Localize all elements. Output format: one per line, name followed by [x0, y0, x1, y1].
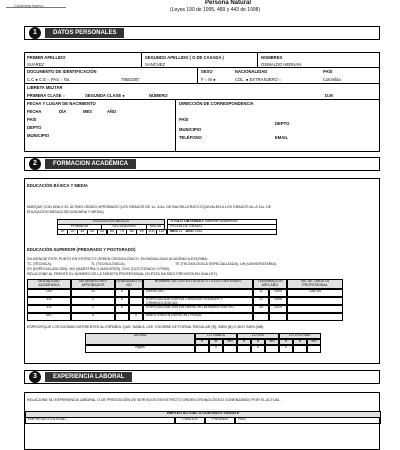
level-cell[interactable]	[223, 345, 237, 353]
sup-cell-si[interactable]: X	[115, 305, 129, 313]
direccion-label: DIRECCIÓN DE CORRESPONDENCIA	[179, 101, 254, 106]
sup-cell-semestres[interactable]: 2	[71, 305, 115, 313]
sup-cell-semestres[interactable]: 4	[71, 313, 115, 321]
level-header: B	[293, 339, 307, 345]
nacionalidad-label: NACIONALIDAD	[235, 69, 268, 74]
level-header: MB	[265, 339, 279, 345]
municipio-nac-label: MUNICIPIO	[27, 133, 50, 138]
dia-label: DÍA	[59, 109, 67, 114]
level-header: B	[209, 339, 223, 345]
doc-label: DOCUMENTO DE IDENTIFICACIÓN	[27, 69, 97, 74]
sup-cell-no[interactable]	[129, 297, 143, 305]
section-title: EXPERIENCIA LABORAL	[45, 372, 132, 382]
edu-superior-instr-1: DILIGENCIE ESTE PUNTO EN ESTRICTO ORDEN CRONOLÓGICO, EN MODALIDAD ACADÉMICA ESCRIBA:	[27, 257, 208, 261]
sup-cell-nombre[interactable]: ESPECIALIZACIÓN EN CIENCIAS PENALES Y CRIMINOLÓGICAS	[143, 297, 253, 305]
code-te: TE (TECNOLÓGICA ESPECIALIZADA), UN (UNIVERSITARIA),	[175, 262, 277, 266]
sup-cell-modalidad[interactable]: ES	[27, 305, 71, 313]
sup-cell-semestres[interactable]: 2	[71, 297, 115, 305]
experiencia-box	[24, 392, 380, 450]
privada-label: PRIVADA	[205, 417, 235, 424]
level-cell[interactable]	[265, 345, 279, 353]
segundo-apellido-field[interactable]: SANCHEZ	[145, 62, 166, 67]
pais-label: PAÍS	[323, 69, 333, 74]
fecha-grado-label: FECHA DE GRADO	[167, 224, 277, 230]
level-cell[interactable]	[293, 345, 307, 353]
logo-text: Colombia Nuevo	[14, 3, 44, 8]
depto-nac-label: DEPTO	[27, 125, 42, 130]
level-cell[interactable]	[195, 345, 209, 353]
libreta-label: LIBRETA MILITAR	[27, 85, 63, 90]
sup-cell-tarjeta[interactable]: 136759	[287, 289, 343, 297]
empresa-label: EMPRESA O ENTIDAD	[25, 417, 175, 424]
habla-header: LO HABLA	[195, 333, 237, 339]
idioma-cell[interactable]: Inglés	[85, 345, 195, 353]
section-title: DATOS PERSONALES	[45, 28, 124, 38]
form-subtitle: (Leyes 190 de 1995, 489 y 443 de 1998)	[170, 7, 261, 13]
sup-cell-mes[interactable]: 11	[253, 289, 269, 297]
libreta-dm-label: D.M	[325, 93, 333, 98]
nombres-label: NOMBRES	[261, 55, 283, 60]
level-cell[interactable]	[307, 345, 321, 353]
sup-cell-ano[interactable]: 2008	[269, 297, 287, 305]
sup-col-header: TERMINACIÓN MES AÑO	[253, 279, 287, 289]
grade-cell[interactable]: 5o	[97, 229, 108, 235]
fecha-ano-label: AÑO	[185, 229, 194, 233]
sup-cell-mes[interactable]: 05	[253, 305, 269, 313]
edu-basica-instr-1: MARQUE CON UNA X EL ÚLTIMO GRADO APROBADO (LOS GRADOS DE 1o. A 6o. DE BACHILLERATO EQUIVALEN A LOS GRADOS 6o. A 11o. DE	[27, 205, 272, 209]
sup-cell-si[interactable]	[115, 313, 129, 321]
dir-email-label: EMAIL	[275, 135, 289, 140]
sup-cell-ano[interactable]: 2005	[269, 289, 287, 297]
secundaria-header: SECUNDARIA	[101, 224, 147, 230]
fecha-mes-field[interactable]: 11	[178, 229, 183, 233]
sup-cell-ano[interactable]	[269, 313, 287, 321]
grade-cell[interactable]: 4o	[87, 229, 98, 235]
libreta-segunda-radio[interactable]: SEGUNDA CLASE ●	[85, 93, 125, 98]
sup-cell-si[interactable]: X	[115, 289, 129, 297]
datos-personales-box	[24, 52, 380, 152]
ano-label: AÑO	[107, 109, 117, 114]
sup-cell-nombre[interactable]: DERECHO	[143, 289, 253, 297]
section-number: 3	[29, 371, 41, 383]
section-experiencia	[24, 370, 380, 384]
sup-cell-nombre[interactable]: ESPECIALIZACIÓN EN DERECHO ADMINISTRATIVO	[143, 305, 253, 313]
edu-superior-heading: EDUCACIÓN SUPERIOR (PREGRADO Y POSTGRADO)	[27, 247, 136, 252]
sup-cell-modalidad[interactable]: UN	[27, 289, 71, 297]
fecha-mes-label: MES	[170, 229, 178, 233]
media-header: MEDIA	[146, 224, 165, 230]
code-es: ES (ESPECIALIZACIÓN), MG (MAESTRÍA O MAGISTER), DOC (DOCTORADO O PHD).	[27, 267, 171, 271]
sup-cell-no[interactable]	[129, 305, 143, 313]
level-header: B	[251, 339, 265, 345]
mes-label: MES	[83, 109, 93, 114]
grade-cell[interactable]: 10o	[146, 229, 157, 235]
lee-mark[interactable]: X	[251, 345, 265, 353]
edu-superior-instr-2: RELACIONE AL FRENTE EL NÚMERO DE LA TARJETA PROFESIONAL (SI ESTA HA SIDO PREVISTA EN UNA LEY).	[27, 272, 218, 276]
section-number: 2	[29, 158, 41, 170]
sup-cell-no[interactable]	[129, 289, 143, 297]
sup-cell-semestres[interactable]: 10	[71, 289, 115, 297]
grade-cell[interactable]: 1o	[57, 229, 68, 235]
logo	[6, 2, 66, 8]
level-header: MB	[223, 339, 237, 345]
section-title: FORMACION ACADÉMICA	[45, 159, 136, 169]
sup-cell-mes[interactable]	[253, 313, 269, 321]
fecha-label: FECHA	[27, 109, 42, 114]
edu-basica-instr-2: EDUCACIÓN BÁSICA SECUNDARIA Y MEDIA)	[27, 210, 104, 214]
idiomas-instr: ESPECIFIQUE LOS IDIOMAS DIFERENTES AL ESPAÑOL QUE: HABLA, LEE, ESCRIBE DE FORMA, REGULAR (R), BIEN (B) O MUY BIEN (MB)	[27, 325, 264, 329]
sup-col-header: GRADUADO SI NO	[115, 279, 143, 289]
escribe-mark[interactable]: X	[279, 345, 293, 353]
sup-cell-no[interactable]: X	[129, 313, 143, 321]
empleo-actual-header: EMPLEO ACTUAL O CONTRATO VIGENTE	[25, 411, 381, 418]
sup-cell-ano[interactable]: 2010	[269, 305, 287, 313]
section-formacion	[24, 157, 380, 171]
exp-pais-label: PAÍS	[235, 417, 381, 424]
titulo-label: TITULO OBTENIDO:	[170, 219, 205, 223]
formacion-box	[24, 178, 380, 364]
escribe-header: LO ESCRIBE	[279, 333, 321, 339]
grade-cell[interactable]: 11o	[156, 229, 167, 235]
sup-cell-si[interactable]: X	[115, 297, 129, 305]
dir-municipio-label: MUNICIPIO	[179, 127, 202, 132]
level-cell[interactable]	[237, 345, 251, 353]
code-tl: TL (TECNOLÓGICA),	[91, 262, 126, 266]
libreta-numero-label: NÚMERO	[149, 93, 168, 98]
level-header: R	[237, 339, 251, 345]
primer-apellido-field[interactable]: SUAREZ	[27, 62, 44, 67]
sexo-label: SEXO	[201, 69, 213, 74]
grade-cell[interactable]: 3o	[77, 229, 88, 235]
doc-type-radios[interactable]: C.C ● C.E ○ PAS ○ No.	[27, 77, 71, 82]
sup-cell-modalidad[interactable]: MG	[27, 313, 71, 321]
sup-cell-nombre[interactable]: MAESTRÍA EN DERECHO PENAL	[143, 313, 253, 321]
doc-number-field[interactable]: 79503387	[121, 77, 140, 82]
dir-telefono-label: TELÉFONO	[179, 135, 202, 140]
sup-cell-tarjeta[interactable]	[287, 305, 343, 313]
segundo-apellido-label: SEGUNDO APELLIDO ( O DE CASADA )	[145, 55, 224, 60]
level-header: MB	[307, 339, 321, 345]
fecha-ano-field[interactable]: 1962	[194, 229, 203, 233]
idioma-header: IDIOMA	[85, 333, 195, 345]
level-header: R	[279, 339, 293, 345]
libreta-primera-radio[interactable]: PRIMERA CLASE ○	[27, 93, 66, 98]
sup-cell-tarjeta[interactable]	[287, 313, 343, 321]
code-tc: TC (TÉCNICA),	[27, 262, 52, 266]
level-header: R	[195, 339, 209, 345]
grade-cell[interactable]: 8o	[126, 229, 137, 235]
sexo-radios[interactable]: F ○ M ●	[201, 77, 216, 82]
edu-basica-heading: EDUCACIÓN BÁSICA Y MEDIA	[27, 183, 88, 188]
sup-col-header: NOMBRE DE LOS ESTUDIOS O TÍTULO OBTENIDO	[143, 279, 253, 289]
sup-col-header: MODALIDAD ACADÉMICA	[27, 279, 71, 289]
sup-col-header: No SEMESTRES APROBADOS	[71, 279, 115, 289]
pais-field[interactable]: Colombia	[323, 77, 341, 82]
primer-apellido-label: PRIMER APELLIDO	[27, 55, 66, 60]
nacionalidad-radios[interactable]: COL. ● EXTRANJERO ○	[235, 77, 282, 82]
sup-col-header: No. DE TARJETA PROFESIONAL	[287, 279, 343, 289]
grade-cell[interactable]: 6o	[107, 229, 118, 235]
grade-cell[interactable]: 2o	[67, 229, 78, 235]
section-datos-personales	[24, 26, 380, 40]
pais-nac-label: PAÍS	[27, 117, 37, 122]
form-title: Persona Natural	[205, 0, 252, 6]
nacimiento-label: FECHA Y LUGAR DE NACIMIENTO	[27, 101, 96, 106]
dir-pais-label: PAÍS	[179, 117, 189, 122]
form-header	[0, 0, 400, 22]
habla-mark[interactable]: X	[209, 345, 223, 353]
dir-depto-label: DEPTO	[275, 121, 290, 126]
primaria-header: PRIMARIA	[57, 224, 102, 230]
edu-basica-header: EDUCACIÓN BÁSICA	[57, 219, 165, 225]
grade-cell[interactable]: 7o	[116, 229, 127, 235]
sup-cell-modalidad[interactable]: ES	[27, 297, 71, 305]
sup-cell-tarjeta[interactable]	[287, 297, 343, 305]
sup-cell-mes[interactable]: 12	[253, 297, 269, 305]
publica-label: PÚBLICA	[175, 417, 205, 424]
lee-header: LO LEE	[237, 333, 279, 339]
section-number: 1	[29, 27, 41, 39]
nombres-field[interactable]: OSWALDO HERNAN	[261, 62, 302, 67]
grade-cell[interactable]: 9o	[136, 229, 147, 235]
fecha-grado-values	[167, 229, 277, 235]
titulo-value[interactable]: Bachiller Académico	[205, 219, 238, 223]
experiencia-instr: RELACIONE SU EXPERIENCIA LABORAL O DE PRESTACIÓN DE SERVICIOS EN ESTRICTO ORDEN CRONOLÓGICO COMENZANDO POR EL ACTUAL.	[27, 398, 281, 402]
